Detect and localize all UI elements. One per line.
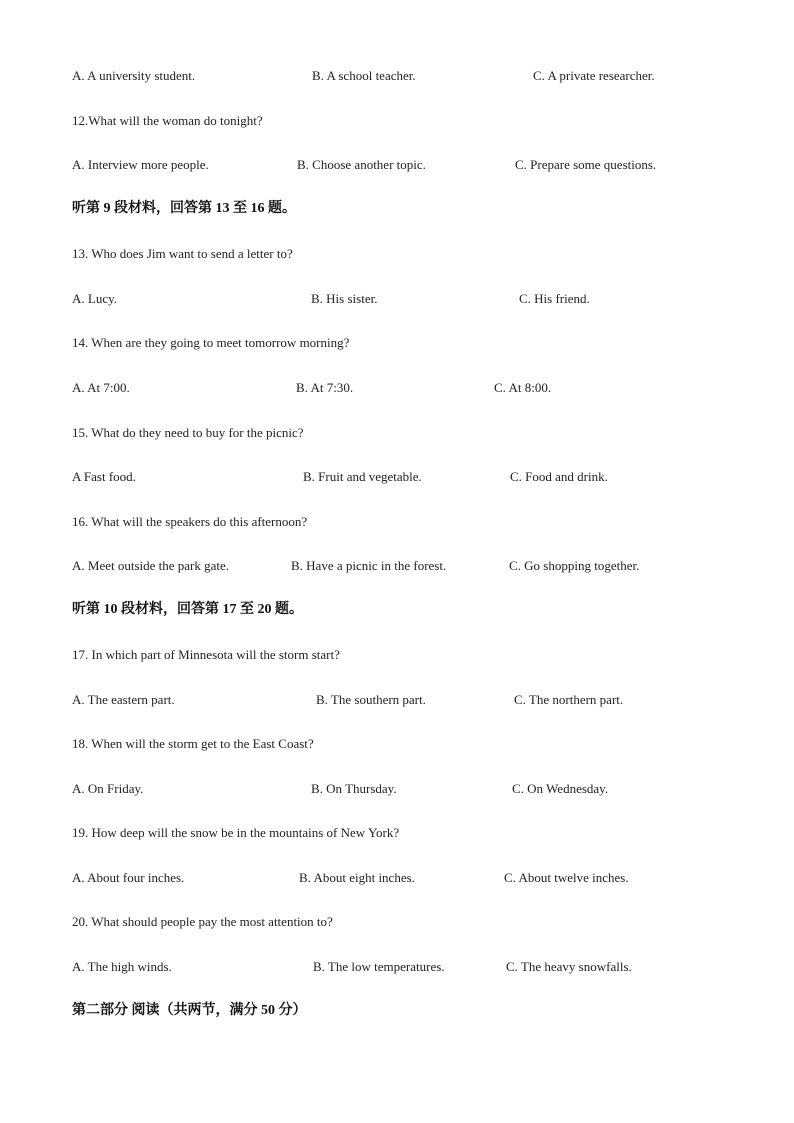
option-b: B. The southern part. (316, 692, 426, 707)
option-a: A. Meet outside the park gate. (72, 558, 230, 573)
option-c: C. About twelve inches. (504, 870, 629, 885)
question-12: 12.What will the woman do tonight? (72, 113, 263, 128)
option-a: A. The high winds. (72, 959, 172, 974)
option-c: C. Food and drink. (510, 469, 608, 484)
option-b: B. The low temperatures. (313, 959, 445, 974)
option-a: A. Lucy. (72, 291, 118, 306)
option-c: C. His friend. (519, 291, 590, 306)
option-a: A Fast food. (72, 469, 136, 484)
question-15: 15. What do they need to buy for the picnic? (72, 425, 304, 440)
option-a: A. The eastern part. (72, 692, 175, 707)
option-b: B. On Thursday. (311, 781, 397, 796)
option-b: B. His sister. (311, 291, 378, 306)
question-14: 14. When are they going to meet tomorrow morning? (72, 335, 350, 350)
option-c: C. A private researcher. (533, 68, 655, 83)
option-a: A. A university student. (72, 68, 196, 83)
option-c: C. The northern part. (514, 692, 624, 707)
option-a: A. About four inches. (72, 870, 185, 885)
option-b: B. Have a picnic in the forest. (291, 558, 447, 573)
section-heading-9: 听第 9 段材料，回答第 13 至 16 题。 (72, 201, 296, 216)
question-19: 19. How deep will the snow be in the mountains of New York? (72, 825, 400, 840)
option-a: A. At 7:00. (72, 380, 130, 395)
part-two-heading: 第二部分 阅读（共两节，满分 50 分） (72, 1003, 307, 1018)
option-b: B. A school teacher. (312, 68, 416, 83)
option-c: C. On Wednesday. (512, 781, 609, 796)
option-c: C. Go shopping together. (509, 558, 640, 573)
option-b: B. Fruit and vegetable. (303, 469, 422, 484)
option-c: C. Prepare some questions. (515, 157, 657, 172)
option-b: B. Choose another topic. (297, 157, 426, 172)
option-c: C. At 8:00. (494, 380, 552, 395)
option-b: B. About eight inches. (299, 870, 415, 885)
question-18: 18. When will the storm get to the East Coast? (72, 736, 314, 751)
option-c: C. The heavy snowfalls. (506, 959, 632, 974)
option-a: A. Interview more people. (72, 157, 209, 172)
option-a: A. On Friday. (72, 781, 144, 796)
section-heading-10: 听第 10 段材料，回答第 17 至 20 题。 (72, 602, 303, 617)
question-13: 13. Who does Jim want to send a letter to? (72, 246, 293, 261)
question-20: 20. What should people pay the most attention to? (72, 914, 333, 929)
question-16: 16. What will the speakers do this afternoon? (72, 514, 308, 529)
question-17: 17. In which part of Minnesota will the storm start? (72, 647, 340, 662)
option-b: B. At 7:30. (296, 380, 354, 395)
